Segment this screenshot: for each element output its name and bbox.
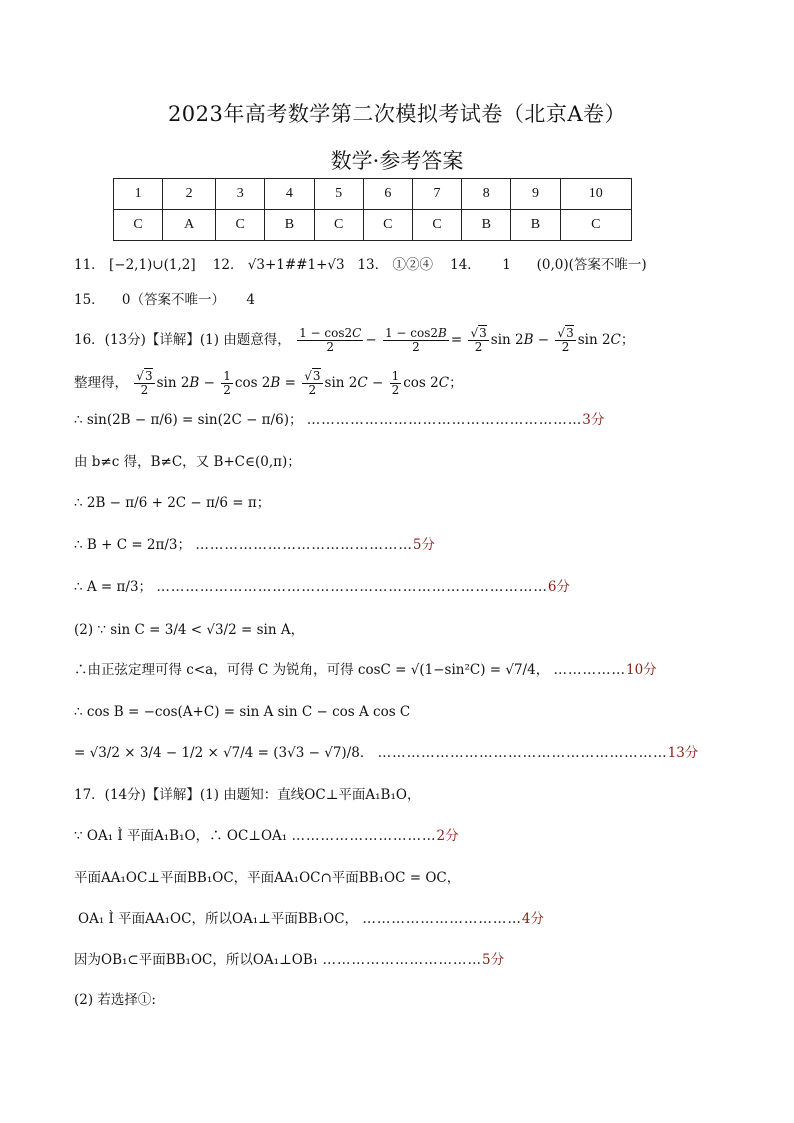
q12-label: 12． <box>212 257 244 273</box>
sol16-head-text: 16．(13分)【详解】(1) 由题意得， <box>74 332 291 348</box>
answer-cell: C <box>560 210 631 241</box>
formula-frac: $\frac{1}{2}$ <box>223 369 231 397</box>
sol16-l7-text: ∴ A = π/3； <box>74 579 153 595</box>
q13-answer: ①②④ <box>392 257 433 273</box>
fill-answers-line-1 <box>74 255 647 275</box>
sol16-l6-text: ∴ B + C = 2π/3； <box>74 537 192 553</box>
q14-answer-a: 1 <box>502 257 511 273</box>
question-number-cell: 4 <box>265 179 314 210</box>
sol17-line-2: ∵ OA₁ Ì 平面A₁B₁O，∴ OC⊥OA₁ …………………………2分 <box>74 828 459 844</box>
formula-frac: $\frac{√3}{2}$ <box>557 326 574 354</box>
formula-frac: $\frac{√3}{2}$ <box>470 326 487 354</box>
q14-answer-b: (0,0)(答案不唯一) <box>536 257 647 273</box>
q12-answer: √3+1##1+√3 <box>247 257 345 273</box>
sol16-line-7: ∴ A = π/3； ………………………………………………………………………6分 <box>74 579 570 595</box>
sol17-l4-text: OA₁ Ì 平面AA₁OC，所以OA₁⊥平面BB₁OC， <box>78 911 359 927</box>
answer-cell: C <box>114 210 163 241</box>
q15-answer-b: 4 <box>246 292 256 308</box>
formula-frac: $\frac{√3}{2}$ <box>136 369 153 397</box>
formula-frac: $\frac{√3}{2}$ <box>304 369 321 397</box>
score-3: 3分 <box>582 412 605 428</box>
formula-frac: $\frac{1 - \cos 2B}{2}$ <box>384 326 447 354</box>
question-number-cell: 5 <box>314 179 363 210</box>
answer-cell: C <box>412 210 461 241</box>
score-5b: 5分 <box>481 952 505 968</box>
q13-label: 13． <box>357 257 389 273</box>
sol16-line-5: ∴ 2B − π/6 + 2C − π/6 = π； <box>74 495 271 511</box>
question-number-cell: 6 <box>363 179 412 210</box>
sol16-line-4: 由 b≠c 得，B≠C，又 B+C∈(0,π)； <box>74 454 301 470</box>
sol16-line-2: 整理得， $\frac{√3}{2}$ sin 2B − $\frac{1}{2}$ cos 2B = $\frac{√3}{2}$ sin 2C − $\frac{1}{2}$ cos 2C； <box>74 369 463 397</box>
score-4: 4分 <box>521 911 544 927</box>
score-2: 2分 <box>436 828 459 844</box>
sol17-line-5: 因为OB₁⊂平面BB₁OC，所以OA₁⊥OB₁ ……………………………5分 <box>74 952 505 968</box>
sol16-l11-text: = √3/2 × 3/4 − 1/2 × √7/4 = (3√3 − √7)/8． <box>74 745 374 761</box>
question-number-cell: 2 <box>163 179 216 210</box>
q15-answer-a: 0（答案不唯一） <box>121 292 225 308</box>
sol17-line-4: OA₁ Ì 平面AA₁OC，所以OA₁⊥平面BB₁OC， ……………………………4分 <box>78 911 544 927</box>
answer-cell: C <box>216 210 265 241</box>
sol17-l5-text: 因为OB₁⊂平面BB₁OC，所以OA₁⊥OB₁ <box>74 952 319 968</box>
question-number-cell: 3 <box>216 179 265 210</box>
paper-title: 2023年高考数学第二次模拟考试卷（北京A卷） <box>167 102 627 126</box>
sol16-line-9: ∴由正弦定理可得 c<a，可得 C 为锐角，可得 cosC = √(1−sin²C) = √7/4， ……………10分 <box>74 662 657 678</box>
answer-cell: C <box>363 210 412 241</box>
sol16-l3-text: ∴ sin(2B − π/6) = sin(2C − π/6)； <box>74 412 303 428</box>
paper-subtitle: 数学·参考答案 <box>330 149 464 173</box>
answer-cell: B <box>511 210 560 241</box>
sol17-head: 17．(14分)【详解】(1) 由题知：直线OC⊥平面A₁B₁O， <box>74 787 421 803</box>
sol17-line-6: (2) 若选择①: <box>74 992 156 1008</box>
question-number-cell: 7 <box>412 179 461 210</box>
answer-cell: B <box>265 210 314 241</box>
q15-label: 15． <box>74 292 105 308</box>
answer-cell: B <box>462 210 511 241</box>
sol17-line-3: 平面AA₁OC⊥平面BB₁OC，平面AA₁OC∩平面BB₁OC = OC， <box>74 870 461 886</box>
sol16-line-3: ∴ sin(2B − π/6) = sin(2C − π/6)； …………………………………………………3分 <box>74 412 605 428</box>
formula-frac: $\frac{1 - \cos 2C}{2}$ <box>299 326 362 354</box>
formula-frac: $\frac{1}{2}$ <box>391 369 400 397</box>
q14-label: 14． <box>450 257 481 273</box>
score-13: 13分 <box>667 745 699 761</box>
question-number-cell: 10 <box>560 179 631 210</box>
answer-table <box>113 178 632 241</box>
question-number-cell: 9 <box>511 179 560 210</box>
answer-table-answer-row <box>114 210 632 241</box>
question-number-cell: 1 <box>114 179 163 210</box>
score-5: 5分 <box>412 537 435 553</box>
sol16-line-11: = √3/2 × 3/4 − 1/2 × √7/4 = (3√3 − √7)/8． ……………………………………………………13分 <box>74 745 699 761</box>
q11-label: 11． <box>74 257 105 273</box>
sol16-head: 16．(13分)【详解】(1) 由题意得， $\frac{1 - \cos 2C}{2}$ − $\frac{1 - \cos 2B}{2}$ = $\frac{√3}{2}$ sin 2B − $\frac{√3}{2}$ sin 2C； <box>74 326 635 354</box>
sol16-line-6: ∴ B + C = 2π/3； ………………………………………5分 <box>74 537 435 553</box>
sol16-l2-prefix: 整理得， <box>74 375 128 391</box>
fill-answers-line-2 <box>74 290 255 310</box>
q11-answer: [−2,1)∪(1,2] <box>108 257 196 273</box>
sol16-line-8: (2) ∵ sin C = 3/4 < √3/2 = sin A， <box>74 622 305 638</box>
sol16-l9-text: ∴由正弦定理可得 c<a，可得 C 为锐角，可得 cosC = √(1−sin²C) = √7/4， <box>74 662 550 678</box>
answer-cell: C <box>314 210 363 241</box>
answer-table-number-row <box>114 179 632 210</box>
question-number-cell: 8 <box>462 179 511 210</box>
score-10: 10分 <box>626 662 657 678</box>
score-6: 6分 <box>547 579 570 595</box>
answer-cell: A <box>163 210 216 241</box>
sol17-l2-text: ∵ OA₁ Ì 平面A₁B₁O，∴ OC⊥OA₁ <box>74 828 288 844</box>
sol16-line-10: ∴ cos B = −cos(A+C) = sin A sin C − cos A cos C <box>74 704 411 720</box>
